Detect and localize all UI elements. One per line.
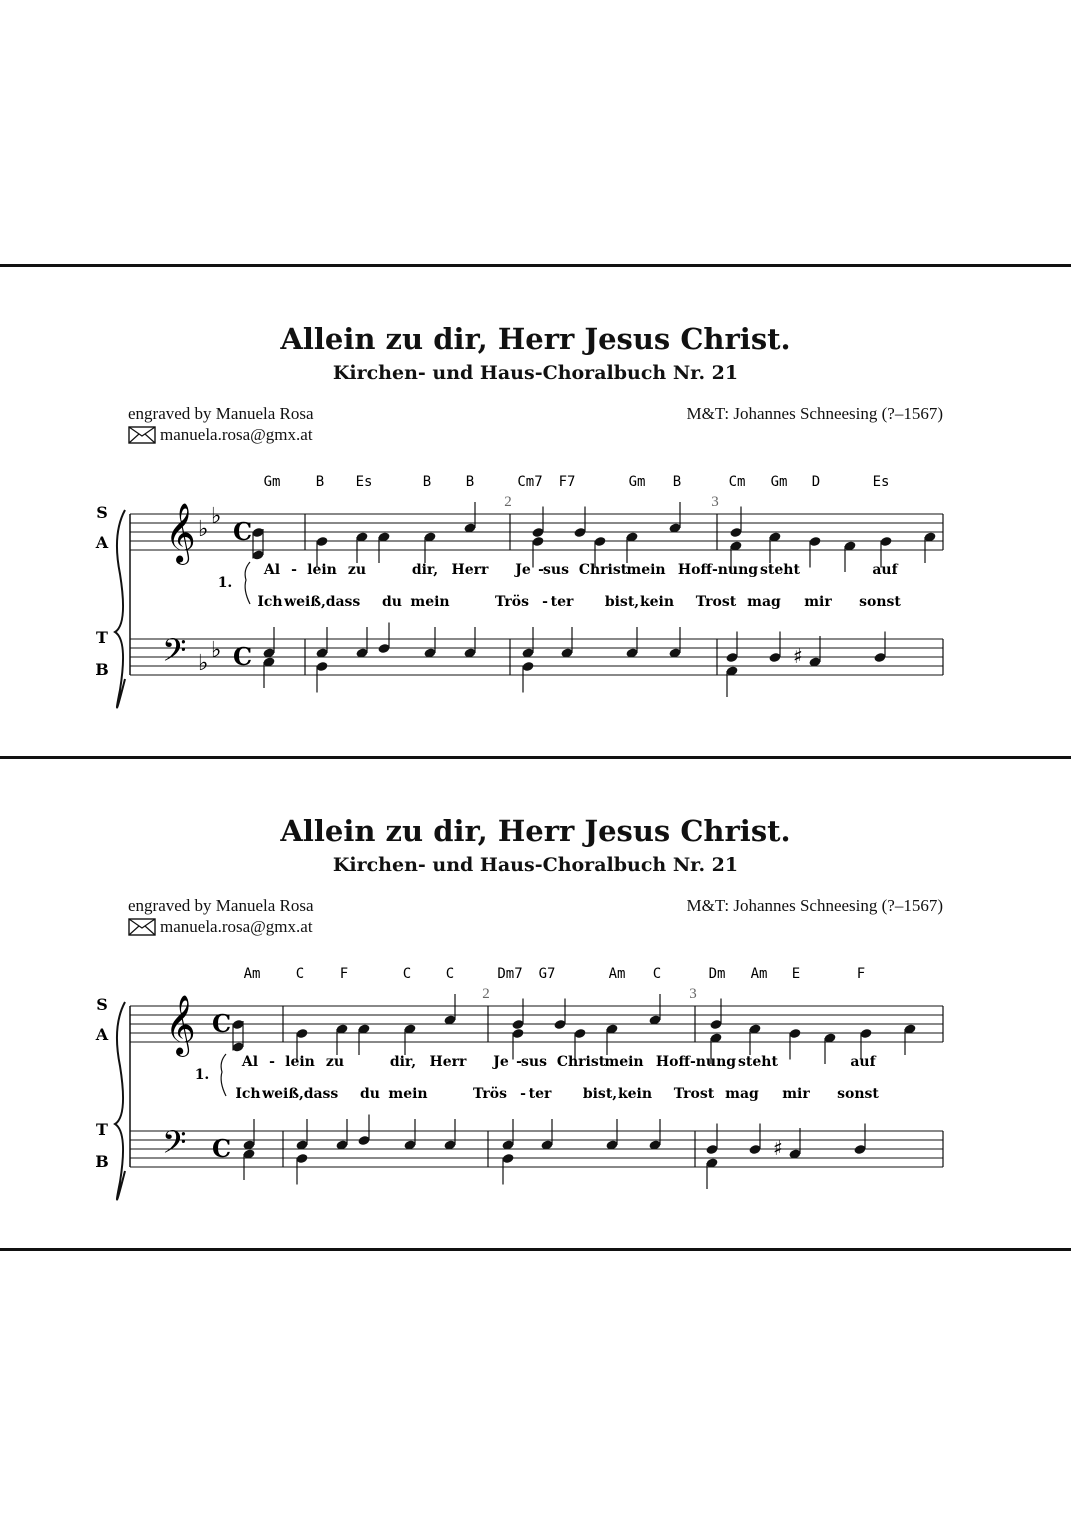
lyric-syllable: Christ: [578, 562, 628, 578]
chord-symbol: F: [856, 966, 866, 982]
hymn-title: Allein zu dir, Herr Jesus Christ.: [280, 322, 791, 356]
lyric-syllable: Al: [241, 1054, 259, 1070]
sharp-sign: ♯: [773, 1136, 783, 1160]
lyric-syllable: Ich: [257, 594, 283, 610]
lyric-syllable: Je: [515, 562, 531, 578]
lyric-syllable: du: [360, 1086, 380, 1102]
chord-symbol: Dm: [708, 966, 726, 982]
voice-label: A: [95, 1025, 109, 1044]
time-signature: C: [233, 642, 253, 671]
email-contact[interactable]: [128, 425, 313, 445]
chord-symbol: G7: [538, 966, 556, 982]
chord-symbol: F7: [558, 474, 576, 490]
lyric-syllable: -: [538, 562, 544, 578]
envelope-icon: [128, 426, 156, 444]
voice-label: T: [96, 628, 108, 647]
composer-credit: M&T: Johannes Schneesing (?–1567): [686, 896, 943, 915]
lyric-syllable: kein: [639, 594, 675, 610]
system-brace: [115, 1002, 125, 1200]
lyric-syllable: -: [269, 1054, 275, 1070]
chord-symbol: Cm7: [517, 474, 543, 490]
lyric-syllable: ter: [550, 594, 574, 610]
lyric-syllable: auf: [872, 562, 898, 578]
verse-brace: [221, 1054, 226, 1096]
chord-symbol: B: [315, 474, 325, 490]
lyric-syllable: Trös: [495, 594, 529, 610]
lyric-syllable: sonst: [837, 1086, 879, 1102]
hymn-subtitle: Kirchen- und Haus-Choralbuch Nr. 21: [332, 854, 739, 876]
lyric-syllable: sus: [521, 1054, 547, 1070]
lyric-syllable: Herr: [429, 1054, 467, 1070]
lyric-syllable: mag: [725, 1086, 759, 1102]
lyric-syllable: kein: [617, 1086, 653, 1102]
flat-sign: ♭: [198, 517, 209, 542]
chord-symbol: D: [811, 474, 821, 490]
system-brace: [115, 510, 125, 708]
chord-symbol: Gm: [263, 474, 281, 490]
lyric-syllable: mein: [626, 562, 666, 578]
time-signature: C: [212, 1134, 232, 1163]
chord-symbol: F: [339, 966, 349, 982]
lyric-syllable: Christ: [556, 1054, 606, 1070]
lyric-syllable: mein: [410, 594, 450, 610]
chord-symbol: Gm: [770, 474, 788, 490]
lyric-syllable: bist,: [604, 594, 640, 610]
lyric-syllable: Trös: [473, 1086, 507, 1102]
lyric-syllable: ter: [528, 1086, 552, 1102]
lyric-syllable: du: [382, 594, 402, 610]
time-signature: C: [212, 1009, 232, 1038]
treble-clef: 𝄞: [165, 995, 196, 1055]
chord-symbol: B: [422, 474, 432, 490]
hymn-subtitle: Kirchen- und Haus-Choralbuch Nr. 21: [332, 362, 739, 384]
engraver-credit: engraved by Manuela Rosa: [128, 404, 314, 423]
chord-symbol: E: [791, 966, 801, 982]
lyric-syllable: Trost: [673, 1086, 715, 1102]
separator-rule-middle: [0, 756, 1071, 759]
chord-symbol: Es: [872, 474, 890, 490]
lyric-syllable: -: [520, 1086, 526, 1102]
lyric-syllable: zu: [347, 562, 367, 578]
chord-symbol: Dm7: [497, 966, 523, 982]
email-contact[interactable]: [128, 917, 313, 937]
chord-symbol: B: [465, 474, 475, 490]
measure-number: 3: [689, 986, 697, 1002]
voice-label: A: [95, 533, 109, 552]
lyric-syllable: weiß,: [284, 594, 326, 610]
lyric-syllable: weiß,: [262, 1086, 304, 1102]
music-score: [0, 462, 1071, 742]
verse-number: 1.: [194, 1067, 210, 1083]
lyric-syllable: auf: [850, 1054, 876, 1070]
lyric-syllable: lein: [307, 562, 337, 578]
bass-clef: 𝄢: [162, 1124, 187, 1168]
lyric-syllable: Herr: [451, 562, 489, 578]
verse-brace: [245, 562, 250, 604]
chord-symbol: B: [672, 474, 682, 490]
lyric-syllable: dass: [303, 1086, 339, 1102]
chord-symbol: Am: [608, 966, 626, 982]
lyric-syllable: Je: [493, 1054, 509, 1070]
flat-sign: ♭: [211, 638, 222, 663]
score-excerpt-2: [0, 814, 1071, 1244]
chord-symbol: Gm: [628, 474, 646, 490]
chord-symbol: C: [402, 966, 412, 982]
chord-symbol: Es: [355, 474, 373, 490]
chord-symbol: C: [295, 966, 305, 982]
lyric-syllable: Hoff-nung: [655, 1054, 737, 1070]
bass-clef: 𝄢: [162, 632, 187, 676]
engraver-credit: engraved by Manuela Rosa: [128, 896, 314, 915]
verse-number: 1.: [217, 575, 233, 591]
lyric-syllable: bist,: [582, 1086, 618, 1102]
lyric-syllable: mein: [388, 1086, 428, 1102]
lyric-syllable: mag: [747, 594, 781, 610]
lyric-syllable: Al: [263, 562, 281, 578]
lyric-syllable: dir,: [389, 1054, 417, 1070]
treble-clef: 𝄞: [165, 503, 196, 563]
lyric-syllable: -: [542, 594, 548, 610]
hymn-title: Allein zu dir, Herr Jesus Christ.: [280, 814, 791, 848]
flat-sign: ♭: [211, 504, 222, 529]
flat-sign: ♭: [198, 651, 209, 676]
measure-number: 3: [711, 494, 719, 510]
lyric-syllable: steht: [738, 1054, 778, 1070]
chord-symbol: Cm: [728, 474, 746, 490]
email-address: manuela.rosa@gmx.at: [160, 917, 313, 936]
lyric-syllable: Trost: [695, 594, 737, 610]
separator-rule-bottom: [0, 1248, 1071, 1251]
lyric-syllable: -: [516, 1054, 522, 1070]
lyric-syllable: sonst: [859, 594, 901, 610]
chord-symbol: C: [652, 966, 662, 982]
voice-label: S: [96, 503, 108, 522]
composer-credit: M&T: Johannes Schneesing (?–1567): [686, 404, 943, 423]
lyric-syllable: mir: [782, 1086, 810, 1102]
voice-label: B: [95, 1152, 109, 1171]
lyric-syllable: lein: [285, 1054, 315, 1070]
lyric-syllable: Ich: [235, 1086, 261, 1102]
chord-symbol: C: [445, 966, 455, 982]
music-score: [0, 954, 1071, 1234]
lyric-syllable: -: [291, 562, 297, 578]
envelope-icon: [128, 918, 156, 936]
separator-rule-top: [0, 264, 1071, 267]
lyric-syllable: dass: [325, 594, 361, 610]
voice-label: S: [96, 995, 108, 1014]
lyric-syllable: zu: [325, 1054, 345, 1070]
score-excerpt-1: [0, 322, 1071, 752]
lyric-syllable: Hoff-nung: [677, 562, 759, 578]
chord-symbol: Am: [243, 966, 261, 982]
lyric-syllable: steht: [760, 562, 800, 578]
lyric-syllable: sus: [543, 562, 569, 578]
measure-number: 2: [482, 986, 490, 1002]
lyric-syllable: mein: [604, 1054, 644, 1070]
chord-symbol: Am: [750, 966, 768, 982]
voice-label: T: [96, 1120, 108, 1139]
sharp-sign: ♯: [793, 644, 803, 668]
lyric-syllable: dir,: [411, 562, 439, 578]
voice-label: B: [95, 660, 109, 679]
measure-number: 2: [504, 494, 512, 510]
lyric-syllable: mir: [804, 594, 832, 610]
time-signature: C: [233, 517, 253, 546]
email-address: manuela.rosa@gmx.at: [160, 425, 313, 444]
